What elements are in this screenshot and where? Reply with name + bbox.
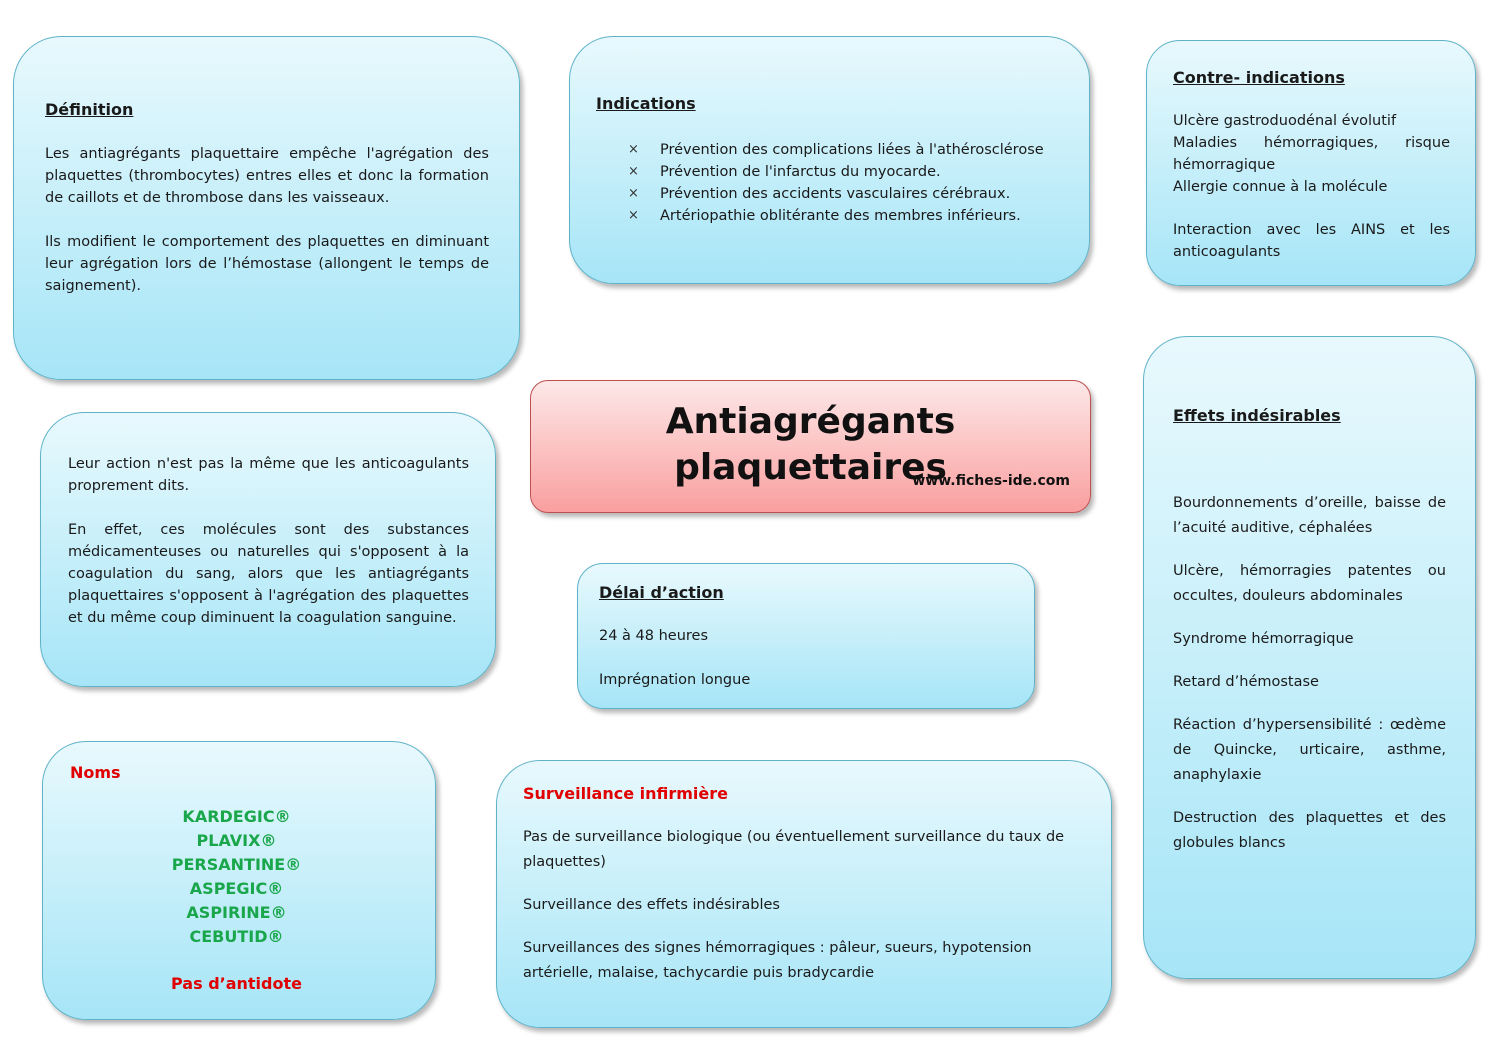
x-bullet-icon: × [628, 142, 639, 157]
effet-item: Syndrome hémorragique [1173, 631, 1354, 647]
effet-item: Bourdonnements d’oreille, baisse de l’acuité auditive, céphalées [1173, 495, 1446, 536]
x-bullet-icon: × [628, 186, 639, 201]
contre-indications-list [1173, 110, 1450, 198]
drug-name: ASPEGIC® [189, 879, 284, 898]
contre-indications-card [1146, 40, 1476, 286]
effet-item: Ulcère, hémorragies patentes ou occultes, douleurs abdominales [1173, 563, 1446, 604]
noms-heading: Noms [70, 763, 121, 782]
definition-paragraph-1: Les antiagrégants plaquettaire empêche l'agrégation des plaquettes (thrombocytes) entres elles et donc la formation de caillots et de thrombose dans les vaisseaux. [45, 146, 489, 206]
effets-card [1143, 336, 1476, 979]
surveillance-card [496, 760, 1112, 1028]
delai-duration: 24 à 48 heures [599, 628, 709, 644]
indication-text: Prévention de l'infarctus du myocarde. [660, 164, 941, 180]
page-title: Antiagrégants plaquettaires [665, 401, 956, 488]
indication-item [596, 183, 1063, 205]
drug-name: PLAVIX® [196, 831, 277, 850]
effet-item: Retard d’hémostase [1173, 674, 1319, 690]
delai-card [577, 563, 1035, 709]
action-paragraph-1: Leur action n'est pas la même que les anticoagulants proprement dits. [68, 456, 469, 494]
title-card [530, 380, 1091, 513]
antidote-note: Pas d’antidote [171, 974, 302, 993]
delai-note: Imprégnation longue [599, 672, 751, 688]
effet-item: Réaction d’hypersensibilité : œdème de Quincke, urticaire, asthme, anaphylaxie [1173, 717, 1446, 783]
delai-heading: Délai d’action [599, 583, 724, 602]
indication-item [596, 139, 1063, 161]
action-paragraph-2: En effet, ces molécules sont des substances médicamenteuses ou naturelles qui s'opposent à la coagulation du sang, alors que les antiagrégants plaquettaires s'opposent à l'agrégation des plaquettes et du même coup diminuent la coagulation sanguine. [68, 522, 469, 626]
surveillance-paragraph-2: Surveillance des effets indésirables [523, 897, 780, 913]
action-card [40, 412, 496, 687]
contre-indication-item: Maladies hémorragiques, risque hémorragique [1173, 135, 1450, 173]
contre-indication-item: Allergie connue à la molécule [1173, 179, 1388, 195]
drug-name: KARDEGIC® [182, 807, 291, 826]
x-bullet-icon: × [628, 208, 639, 223]
indication-text: Prévention des complications liées à l'athérosclérose [660, 142, 1044, 158]
drug-name: CEBUTID® [189, 927, 284, 946]
noms-card [42, 741, 436, 1020]
definition-paragraph-2: Ils modifient le comportement des plaquettes en diminuant leur agrégation lors de l’hémostase (allongent le temps de saignement). [45, 234, 489, 294]
indications-card [569, 36, 1090, 284]
drug-name: PERSANTINE® [171, 855, 302, 874]
surveillance-heading: Surveillance infirmière [523, 784, 729, 803]
interaction-note: Interaction avec les AINS et les anticoagulants [1173, 222, 1450, 260]
indication-item [596, 205, 1063, 227]
indication-item [596, 161, 1063, 183]
indication-text: Prévention des accidents vasculaires cérébraux. [660, 186, 1011, 202]
definition-heading: Définition [45, 100, 134, 119]
website-link[interactable]: www.fiches-ide.com [912, 473, 1070, 489]
indication-text: Artériopathie oblitérante des membres inférieurs. [660, 208, 1021, 224]
surveillance-paragraph-3: Surveillances des signes hémorragiques : pâleur, sueurs, hypotension artérielle, malaise, tachycardie puis bradycardie [523, 940, 1032, 981]
x-bullet-icon: × [628, 164, 639, 179]
indications-heading: Indications [596, 94, 696, 113]
definition-card [13, 36, 520, 380]
surveillance-paragraph-1: Pas de surveillance biologique (ou éventuellement surveillance du taux de plaquettes) [523, 829, 1065, 870]
effets-heading: Effets indésirables [1173, 406, 1341, 425]
contre-indications-heading: Contre- indications [1173, 68, 1345, 87]
indications-list [596, 139, 1063, 227]
contre-indication-item: Ulcère gastroduodénal évolutif [1173, 113, 1397, 129]
effet-item: Destruction des plaquettes et des globules blancs [1173, 810, 1446, 851]
drug-list [70, 805, 415, 949]
drug-name: ASPIRINE® [186, 903, 287, 922]
